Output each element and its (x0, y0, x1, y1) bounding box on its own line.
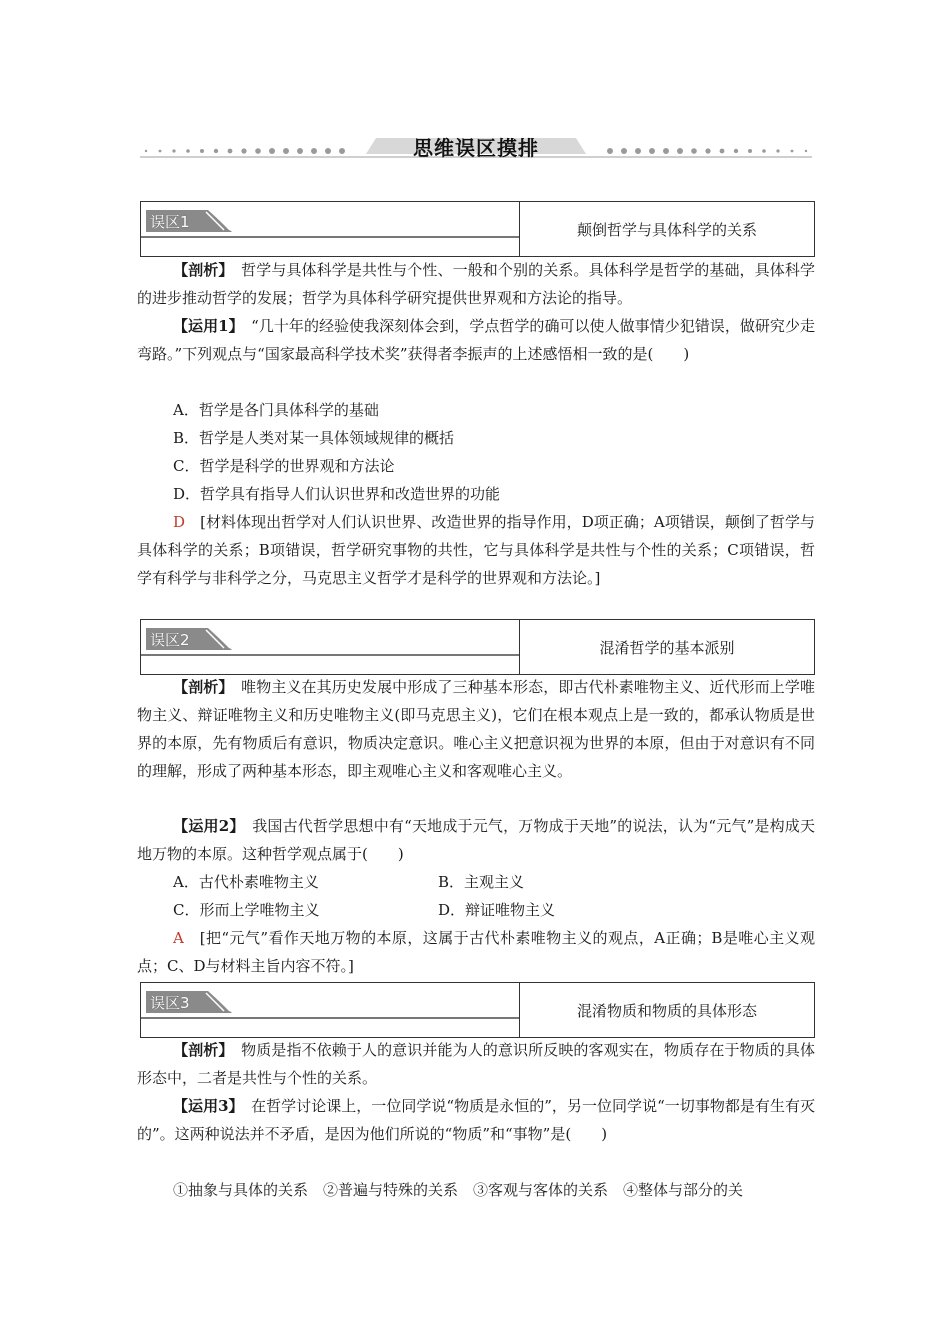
zone-box-1 (140, 201, 815, 257)
question-label: 【运用1】 (173, 317, 237, 335)
option-b: B．主观主义 (438, 873, 525, 891)
zone-label-cell (141, 983, 519, 1037)
analysis-text: 唯物主义在其历史发展中形成了三种基本形态，即古代朴素唯物主义、近代形而上学唯物主义、辩证唯物主义和历史唯物主义(即马克思主义)，它们在根本观点上是一致的，都承认物质是世界的本原，先有物质后有意识，物质决定意识。唯心主义把意识视为世界的本原，但由于对意识有不同的理解，形成了两种基本形态，即主观唯心主义和客观唯心主义。 (137, 678, 815, 780)
zone-label-cell (141, 202, 519, 256)
zone-underline (141, 236, 519, 238)
analysis-label: 【剖析】 (173, 678, 227, 696)
question-paragraph (137, 812, 815, 868)
zone-title: 混淆物质和物质的具体形态 (576, 1001, 757, 1020)
zone-box-3 (140, 982, 815, 1038)
analysis-paragraph (137, 1036, 815, 1092)
zone-underline (141, 654, 519, 656)
answer-letter: A (173, 929, 184, 947)
option-c: C．形而上学唯物主义 (173, 901, 320, 919)
option-b: B．哲学是人类对某一具体领域规律的概括 (173, 429, 455, 447)
statement-list: ①抽象与具体的关系 ②普遍与特殊的关系 ③客观与客体的关系 ④整体与部分的关 (173, 1181, 744, 1199)
zone-title: 混淆哲学的基本派别 (599, 638, 735, 657)
answer-explanation: [把“元气”看作天地万物的本原，这属于古代朴素唯物主义的观点，A正确；B是唯心主义观点；C、D与材料主旨内容不符。] (137, 929, 815, 975)
zone-tag-text: 误区1 (150, 213, 190, 231)
answer-letter: D (173, 513, 186, 531)
zone-tag (146, 210, 232, 230)
zone-tag-text: 误区3 (150, 994, 190, 1012)
option-d: D．哲学具有指导人们认识世界和改造世界的功能 (173, 485, 501, 503)
answer-paragraph (137, 924, 815, 980)
question-label: 【运用2】 (173, 817, 238, 835)
answer-explanation: [材料体现出哲学对人们认识世界、改造世界的指导作用，D项正确；A项错误，颠倒了哲学与具体科学的关系；B项错误，哲学研究事物的共性，它与具体科学是共性与个性的关系；C项错误，哲学有科学与非科学之分，马克思主义哲学才是科学的世界观和方法论。] (137, 513, 815, 587)
option-a: A．哲学是各门具体科学的基础 (173, 401, 379, 419)
analysis-text: 物质是指不依赖于人的意识并能为人的意识所反映的客观实在，物质存在于物质的具体形态中，二者是共性与个性的关系。 (137, 1041, 815, 1087)
analysis-text: 哲学与具体科学是共性与个性、一般和个别的关系。具体科学是哲学的基础，具体科学的进步推动哲学的发展；哲学为具体科学研究提供世界观和方法论的指导。 (137, 261, 815, 307)
option-d: D．辩证唯物主义 (438, 901, 556, 919)
analysis-label: 【剖析】 (173, 261, 227, 279)
zone-underline (141, 1017, 519, 1019)
question-paragraph (137, 1092, 815, 1148)
zone-box-2 (140, 619, 815, 675)
analysis-paragraph (137, 673, 815, 785)
zone-tag (146, 628, 232, 648)
zone-tag (146, 991, 232, 1011)
option-a: A．古代朴素唯物主义 (173, 873, 319, 891)
section-banner (140, 130, 812, 162)
question-label: 【运用3】 (173, 1097, 237, 1115)
analysis-label: 【剖析】 (173, 1041, 227, 1059)
zone-tag-text: 误区2 (150, 631, 190, 649)
zone-label-cell (141, 620, 519, 674)
question-text: 我国古代哲学思想中有“天地成于元气，万物成于天地”的说法，认为“元气”是构成天地万物的本原。这种哲学观点属于( ) (137, 817, 815, 863)
option-c: C．哲学是科学的世界观和方法论 (173, 457, 395, 475)
analysis-paragraph (137, 256, 815, 312)
banner-title: 思维误区摸排 (413, 136, 539, 160)
question-text: “几十年的经验使我深刻体会到，学点哲学的确可以使人做事情少犯错误，做研究少走弯路。”下列观点与“国家最高科学技术奖”获得者李振声的上述感悟相一致的是( ) (137, 317, 815, 363)
question-paragraph (137, 312, 815, 368)
zone-title: 颠倒哲学与具体科学的关系 (576, 220, 757, 239)
answer-paragraph (137, 508, 815, 592)
question-text: 在哲学讨论课上，一位同学说“物质是永恒的”，另一位同学说“一切事物都是有生有灭的”。这两种说法并不矛盾，是因为他们所说的“物质”和“事物”是( ) (137, 1097, 815, 1143)
